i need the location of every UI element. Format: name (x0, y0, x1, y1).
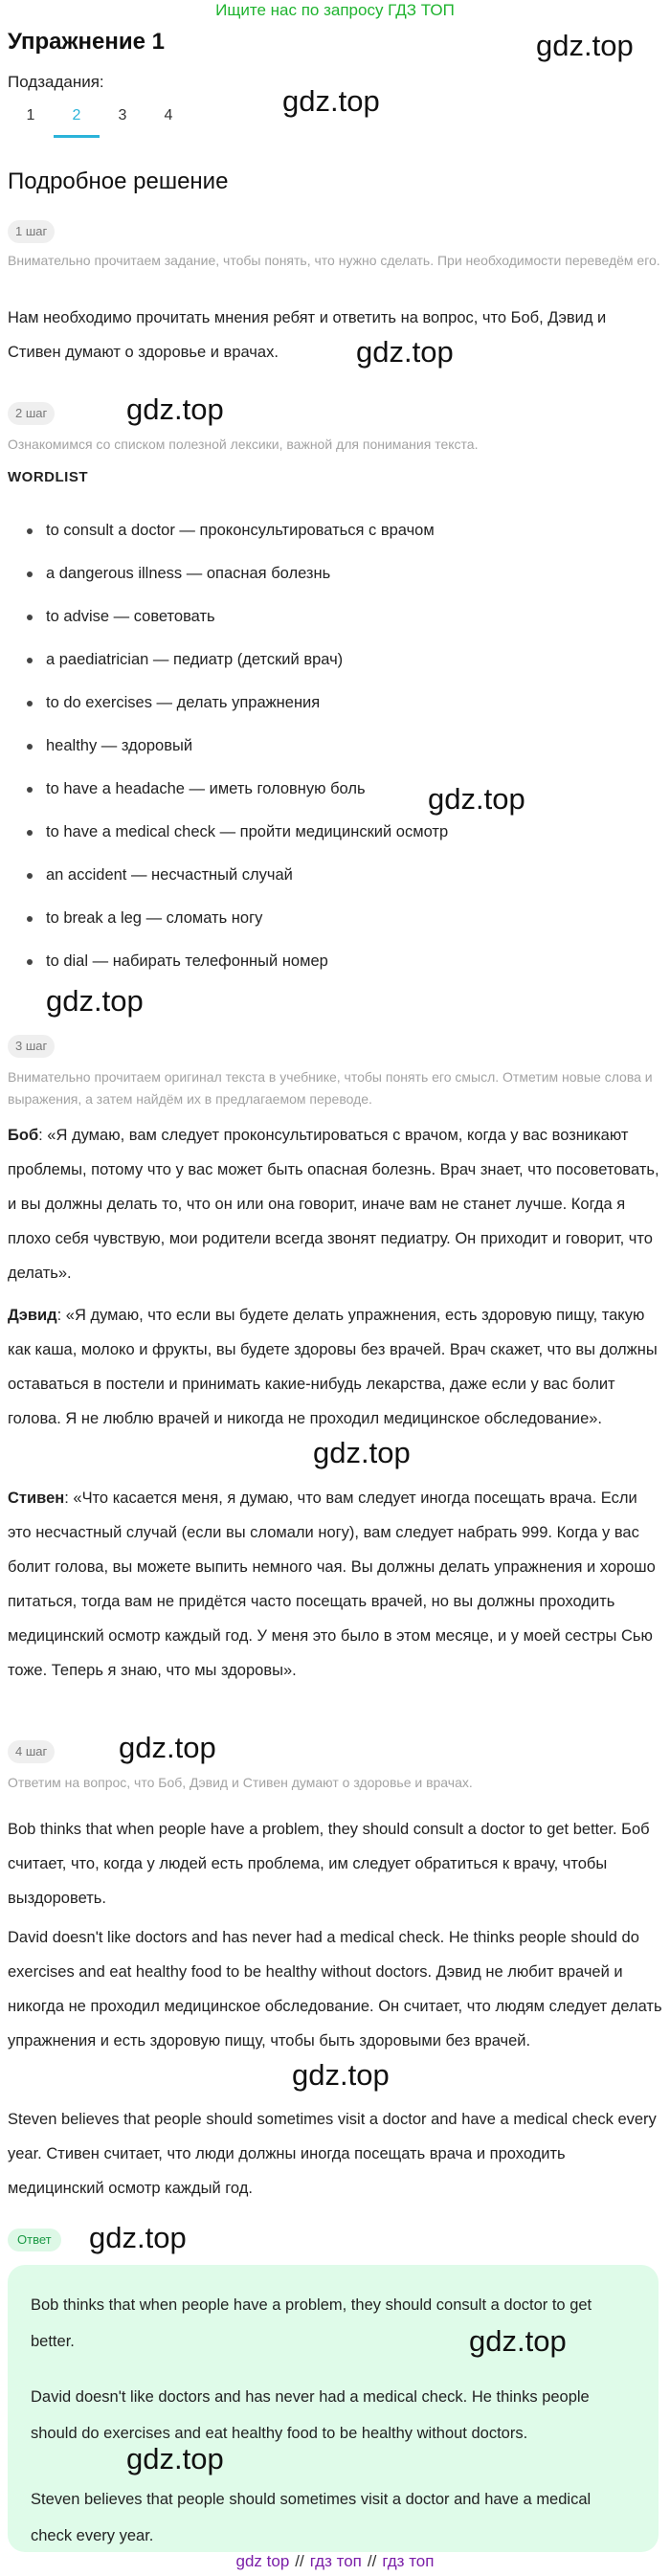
bullet (27, 744, 33, 750)
footer-link-gdz-top-ru-2[interactable]: гдз топ (382, 2552, 435, 2570)
wordlist-item-text: to consult a doctor — проконсультироваться с врачом (46, 522, 435, 539)
bullet (27, 916, 33, 922)
bob-text: : «Я думаю, вам следует проконсультироваться с врачом, когда у вас возникают проблемы, потому что у вас может быть опасная болезнь. Врач знает, что посоветовать, и вы должны делать то, что он или она говорит, иначе вам не станет лучше. Когда я плохо себя чувствую, мои родители всегда звонят педиатру. Он приходит и говорит, что делать». (8, 1127, 659, 1282)
footer-separator: // (295, 2552, 304, 2570)
footer-link-gdz-top[interactable]: gdz top (235, 2552, 290, 2570)
step-4-hint: Ответим на вопрос, что Боб, Дэвид и Стивен думают о здоровье и врачах. (8, 1775, 473, 1790)
wordlist-item-text: to do exercises — делать упражнения (46, 694, 321, 711)
step-4-badge: 4 шаг (8, 1740, 55, 1763)
wordlist-item (8, 811, 659, 854)
bullet (27, 615, 33, 620)
subtask-tab-2[interactable]: 2 (54, 100, 100, 138)
subtasks-label: Подзадания: (8, 73, 104, 91)
answer-paragraph-3: Steven believes that people should sometimes visit a doctor and have a medical check every year. (31, 2491, 592, 2544)
bullet (27, 701, 33, 706)
wordlist-item (8, 638, 659, 682)
wordlist-item-text: to break a leg — сломать ногу (46, 909, 263, 927)
bullet (27, 571, 33, 577)
wordlist-item-text: to dial — набирать телефонный номер (46, 952, 328, 970)
wordlist-item-text: a paediatrician — педиатр (детский врач) (46, 651, 344, 668)
page-title: Упражнение 1 (8, 29, 165, 55)
wordlist-item (8, 725, 659, 768)
solution-title: Подробное решение (8, 168, 229, 194)
answer-paragraph-1: Bob thinks that when people have a problem, they should consult a doctor to get better. (31, 2296, 592, 2350)
subtask-tab-3[interactable]: 3 (118, 107, 127, 123)
footer-separator: // (367, 2552, 377, 2570)
wordlist-item-text: to have a medical check — пройти медицинский осмотр (46, 823, 449, 840)
wordlist-item (8, 854, 659, 897)
wordlist-item-text: healthy — здоровый (46, 737, 193, 754)
wordlist-item-text: to advise — советовать (46, 608, 215, 625)
wordlist-item-text: to have a headache — иметь головную боль (46, 780, 366, 797)
step-2-badge: 2 шаг (8, 402, 55, 425)
steven-name: Стивен (8, 1490, 65, 1507)
bullet (27, 959, 33, 965)
bullet (27, 787, 33, 793)
wordlist-item (8, 509, 659, 552)
david-opinion (8, 1298, 662, 1436)
wordlist-item (8, 768, 659, 811)
wordlist-item-text: a dangerous illness — опасная болезнь (46, 565, 331, 582)
step-1-badge: 1 шаг (8, 220, 55, 243)
footer-link-gdz-top-ru[interactable]: гдз топ (309, 2552, 362, 2570)
wordlist-item (8, 897, 659, 940)
wordlist (8, 509, 659, 983)
watermark: gdz.top (428, 782, 525, 816)
top-banner: Ищите нас по запросу ГДЗ ТОП (215, 1, 455, 19)
answer-badge: Ответ (8, 2229, 61, 2251)
step-3-hint: Внимательно прочитаем оригинал текста в учебнике, чтобы понять его смысл. Отметим новые слова и выражения, а затем найдём их в предлагаемом переводе. (8, 1069, 653, 1107)
watermark: gdz.top (292, 2058, 390, 2092)
step-1-hint: Внимательно прочитаем задание, чтобы понять, что нужно сделать. При необходимости переведём его. (8, 253, 660, 268)
watermark: gdz.top (126, 392, 224, 426)
subtasks-tabs (8, 100, 191, 138)
watermark: gdz.top (89, 2221, 187, 2254)
step-4-paragraph-3: Steven believes that people should sometimes visit a doctor and have a medical check every year. Стивен считает, что люди должны иногда посещать врача и проходить медицинский осмотр каждый год. (8, 2111, 657, 2197)
watermark: gdz.top (282, 84, 380, 118)
steven-text: : «Что касается меня, я думаю, что вам следует иногда посещать врача. Если это несчастный случай (если вы сломали ногу), вам следует набрать 999. Когда у вас болит голова, вы можете выпить немного чая. Вы должны делать упражнения и хорошо питаться, тогда вам не придётся часто посещать врачей, но вы должны проходить медицинский осмотр каждый год. У меня это было в этом месяце, и у моей сестры Сью тоже. Теперь я знаю, что мы здоровы». (8, 1490, 656, 1679)
watermark: gdz.top (469, 2324, 567, 2358)
bullet (27, 658, 33, 663)
bob-opinion (8, 1118, 662, 1290)
david-text: : «Я думаю, что если вы будете делать упражнения, есть здоровую пищу, такую как каша, молоко и фрукты, вы будете здоровы без врачей. Врач скажет, что вы должны оставаться в постели и принимать какие-нибудь лекарства, даже если у вас болит голова. Я не люблю врачей и никогда не проходил медицинское обследование». (8, 1307, 658, 1427)
step-1-text: Нам необходимо прочитать мнения ребят и ответить на вопрос, что Боб, Дэвид и Стивен думают о здоровье и врачах. (8, 309, 607, 361)
subtask-tab-1[interactable]: 1 (26, 107, 35, 123)
watermark: gdz.top (126, 2442, 224, 2475)
bullet (27, 830, 33, 836)
watermark: gdz.top (119, 1731, 216, 1764)
step-4-paragraph-2: David doesn't like doctors and has never had a medical check. He thinks people should do exercises and eat healthy food to be healthy without doctors. Дэвид не любит врачей и никогда не проходил медицинское обследование. Он считает, что людям следует делать упражнения и есть здоровую пищу, чтобы быть здоровыми без врачей. (8, 1929, 662, 2050)
step-2-hint: Ознакомимся со списком полезной лексики, важной для понимания текста. (8, 437, 479, 452)
wordlist-item (8, 595, 659, 638)
steven-opinion (8, 1481, 662, 1688)
watermark: gdz.top (46, 984, 144, 1018)
watermark: gdz.top (356, 335, 454, 369)
wordlist-item (8, 552, 659, 595)
answer-paragraph-2: David doesn't like doctors and has never had a medical check. He thinks people should do exercises and eat healthy food to be healthy without doctors. (31, 2388, 590, 2442)
bullet (27, 528, 33, 534)
watermark: gdz.top (313, 1436, 411, 1469)
step-4-paragraph-1: Bob thinks that when people have a problem, they should consult a doctor to get better. Боб считает, что, когда у людей есть проблема, им следует обратиться к врачу, чтобы выздороветь. (8, 1821, 650, 1907)
wordlist-item-text: an accident — несчастный случай (46, 866, 293, 884)
david-name: Дэвид (8, 1307, 57, 1324)
wordlist-title: WORDLIST (8, 469, 88, 485)
watermark: gdz.top (536, 29, 634, 62)
bullet (27, 873, 33, 879)
wordlist-item (8, 940, 659, 983)
footer-links (0, 2552, 670, 2571)
wordlist-item (8, 682, 659, 725)
subtask-tab-4[interactable]: 4 (164, 107, 173, 123)
step-3-badge: 3 шаг (8, 1035, 55, 1058)
bob-name: Боб (8, 1127, 39, 1144)
